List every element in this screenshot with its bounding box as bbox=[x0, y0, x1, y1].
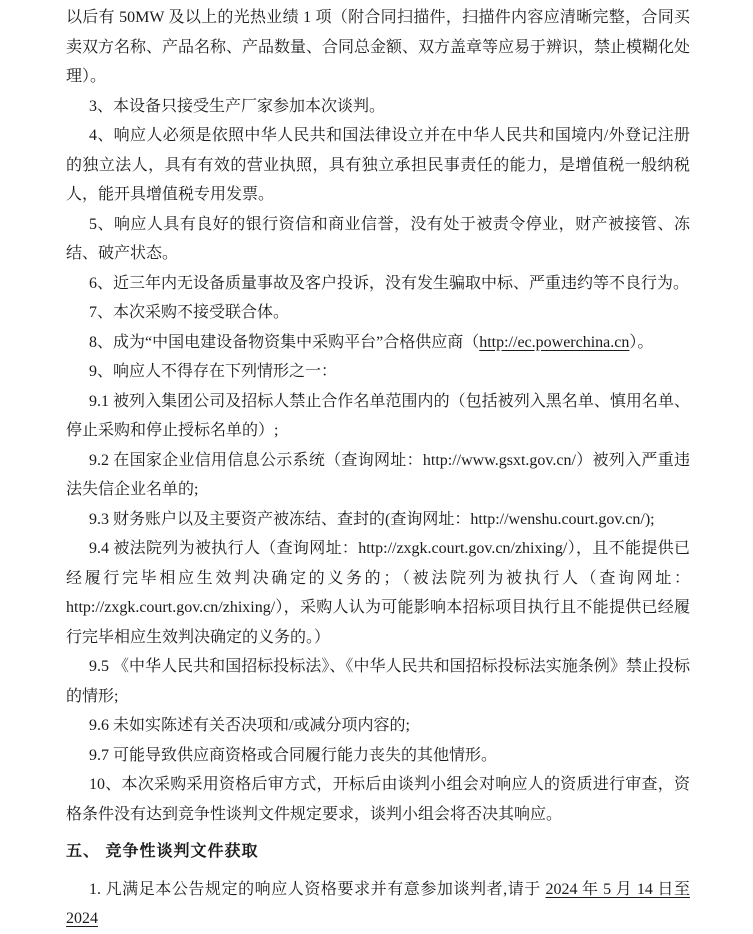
section-5-item-1 bbox=[66, 875, 690, 934]
date-range-underlined: 2024 年 5 月 14 日至 2024 bbox=[66, 880, 690, 927]
item-8 bbox=[66, 328, 690, 358]
item-6 bbox=[66, 269, 690, 299]
text-run: 10、本次采购采用资格后审方式，开标后由谈判小组会对响应人的资质进行审查，资格条件没有达到竞争性谈判文件规定要求，谈判小组会将否决其响应。 bbox=[66, 776, 690, 823]
link-ec-powerchina[interactable]: http://ec.powerchina.cn bbox=[479, 333, 630, 351]
item-9-5 bbox=[66, 652, 690, 711]
item-9-2 bbox=[66, 446, 690, 505]
text-run: 5、响应人具有良好的银行资信和商业信誉，没有处于被责令停业，财产被接管、冻结、破产状态。 bbox=[66, 215, 690, 262]
item-9-1 bbox=[66, 387, 690, 446]
document-body bbox=[66, 3, 690, 934]
text-run: 以后有 50MW 及以上的光热业绩 1 项（附合同扫描件，扫描件内容应清晰完整，合同买卖双方名称、产品名称、产品数量、合同总金额、双方盖章等应易于辨识，禁止模糊化处理）。 bbox=[66, 9, 691, 85]
text-run: 8、成为“中国电建设备物资集中采购平台”合格供应商（ bbox=[89, 333, 480, 351]
item-9-4 bbox=[66, 534, 690, 652]
text-run: 五、 竞争性谈判文件获取 bbox=[66, 843, 259, 860]
item-9-3 bbox=[66, 505, 690, 535]
text-run: 1. 凡满足本公告规定的响应人资格要求并有意参加谈判者,请于 bbox=[89, 880, 546, 898]
section-5-heading bbox=[66, 837, 690, 867]
text-run: 6、近三年内无设备质量事故及客户投诉，没有发生骗取中标、严重违约等不良行为。 bbox=[89, 274, 690, 292]
item-9-7 bbox=[66, 741, 690, 771]
item-3 bbox=[66, 92, 690, 122]
text-run: 9.6 未如实陈述有关否决项和/或减分项内容的; bbox=[89, 717, 410, 734]
item-9 bbox=[66, 357, 690, 387]
text-run: 9.3 财务账户以及主要资产被冻结、查封的(查询网址：http://wenshu.court.gov.cn/); bbox=[89, 510, 655, 528]
para-performance-requirement-continuation bbox=[66, 3, 690, 92]
item-10 bbox=[66, 770, 690, 829]
text-run: 4、响应人必须是依照中华人民共和国法律设立并在中华人民共和国境内/外登记注册的独立法人，具有有效的营业执照，具有独立承担民事责任的能力，是增值税一般纳税人，能开具增值税专用发票。 bbox=[66, 127, 690, 203]
item-4 bbox=[66, 121, 690, 210]
item-5 bbox=[66, 210, 690, 269]
text-run: 9.2 在国家企业信用信息公示系统（查询网址：http://www.gsxt.gov.cn/）被列入严重违法失信企业名单的; bbox=[66, 451, 690, 498]
item-9-6 bbox=[66, 711, 690, 741]
text-run: 9.5 《中华人民共和国招标投标法》、《中华人民共和国招标投标法实施条例》禁止投标的情形; bbox=[66, 658, 690, 705]
text-run: 9.4 被法院列为被执行人（查询网址：http://zxgk.court.gov.cn/zhixing/），且不能提供已经履行完毕相应生效判决确定的义务的；（被法院列为被执行人（查询网址：http://zxgk.court.gov.cn/zhixing/），采购人认为可能影响本招标项目执行且不能提供已经履行完毕相应生效判决确定的义务的。） bbox=[66, 540, 690, 646]
text-run: 3、本设备只接受生产厂家参加本次谈判。 bbox=[89, 97, 386, 115]
text-run: 7、本次采购不接受联合体。 bbox=[89, 304, 290, 321]
text-run: ）。 bbox=[629, 333, 654, 351]
text-run: 9.1 被列入集团公司及招标人禁止合作名单范围内的（包括被列入黑名单、慎用名单、停止采购和停止授标名单的）; bbox=[66, 392, 690, 439]
text-run: 9、响应人不得存在下列情形之一： bbox=[89, 363, 338, 380]
text-run: 9.7 可能导致供应商资格或合同履行能力丧失的其他情形。 bbox=[89, 746, 498, 764]
item-7 bbox=[66, 298, 690, 328]
